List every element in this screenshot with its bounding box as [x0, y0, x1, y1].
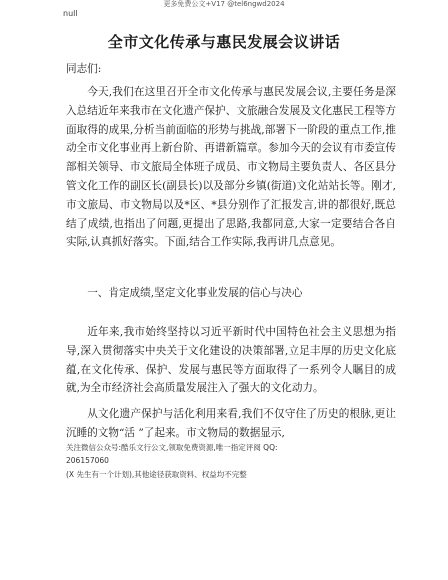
paragraph-intro: 今天,我们在这里召开全市文化传承与惠民发展会议,主要任务是深入总结近年来我市在文化遗产保护、文旅融合发展及文化惠民工程等方面取得的成果,分析当前面临的形势与挑战,部署下一阶段的重点工作,推动全市文化事业再上新台阶、再谱新篇章。参加今天的会议有市委宣传部相关领导、市文旅局全体班子成员、市文物局主要负责人、各区县分管文化工作的副区长(副县长)以及部分乡镇(街道)文化站站长等。刚才,市文旅局、市文物局以及*区、*县分别作了汇报发言,讲的都很好,既总结了成绩,也指出了问题,更提出了思路,我都同意,大家一定要结合各自实际,认真抓好落实。下面,结合工作实际,我再讲几点意见。 — [66, 86, 396, 249]
null-tag: null — [63, 9, 78, 18]
footer-note-line1: 关注微信公众号:酷乐文行公文,领取免费资源,唯一指定评阅 QQ: — [66, 443, 278, 452]
paragraph-achievements: 近年来,我市始终坚持以习近平新时代中国特色社会主义思想为指导,深入贯彻落实中央关于文化建设的决策部署,立足丰厚的历史文化底蕴,在文化传承、保护、发展与惠民等方面取得了一系列令人瞩目的成就,为全市经济社会高质量发展注入了强大的文化动力。 — [66, 326, 396, 395]
footer-note-line3: (X 先生有一个计划),其他途径获取资料、权益均不完整 — [66, 470, 247, 479]
salutation: 同志们: — [66, 63, 102, 75]
paragraph-heritage: 从文化遗产保护与活化利用来看,我们不仅守住了历史的根脉,更让沉睡的文物“活 ”了起来。市文物局的数据显示, — [66, 408, 396, 439]
document-title: 全市文化传承与惠民发展会议讲话 — [107, 33, 341, 51]
section-heading: 一、肯定成绩,坚定文化事业发展的信心与决心 — [87, 287, 303, 299]
footer-note-line2: 206157060 — [66, 456, 109, 465]
header-watermark: 更多免费公文+V17 @tel6ngwd2024 — [163, 0, 285, 8]
